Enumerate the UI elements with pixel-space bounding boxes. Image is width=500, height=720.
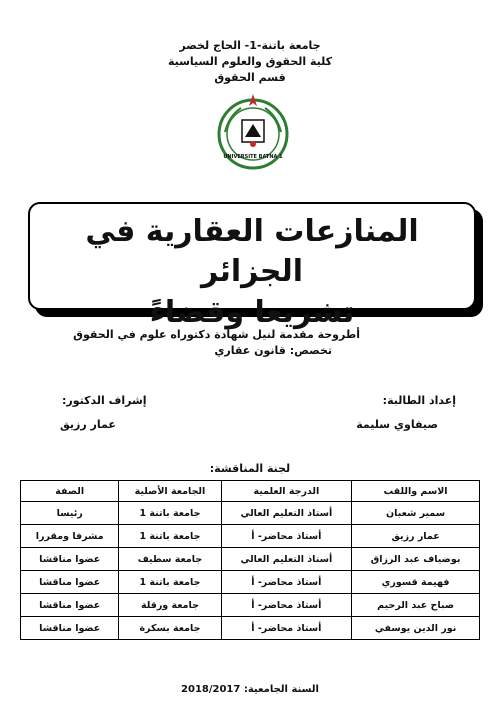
column-header: الدرجة العلمية	[221, 481, 352, 502]
table-row	[21, 594, 480, 617]
member-name: عمار رزيق	[352, 525, 480, 548]
column-header: الجامعة الأصلية	[119, 481, 221, 502]
svg-text:UNIVERSITE BATNA 1: UNIVERSITE BATNA 1	[223, 154, 283, 160]
student-label: إعداد الطالبة:	[382, 394, 456, 407]
thesis-title-box	[28, 202, 476, 330]
member-university: جامعة ورقلة	[119, 594, 221, 617]
department-name: قسم الحقوق	[214, 71, 286, 84]
member-role: عضوا مناقشا	[21, 571, 119, 594]
member-university: جامعة باتنة 1	[119, 571, 221, 594]
table-row	[21, 502, 480, 525]
institution-header	[0, 38, 500, 86]
member-rank: أستاذ محاضر- أ	[221, 571, 352, 594]
member-university: جامعة باتنة 1	[119, 525, 221, 548]
thesis-subtitle: أطروحة مقدمة لنيل شهادة دكتوراه علوم في الحقوق	[73, 328, 360, 341]
jury-table	[20, 480, 480, 640]
member-name: فهيمة قسوري	[352, 571, 480, 594]
table-row	[21, 548, 480, 571]
thesis-title-line-1: المنازعات العقارية في الجزائر	[85, 214, 419, 289]
student-name: صيفاوي سليمة	[356, 418, 438, 431]
table-row	[21, 571, 480, 594]
table-header-row	[21, 481, 480, 502]
thesis-title-line-2: تشريعا وقضاءً	[149, 295, 355, 330]
member-rank: أستاذ محاضر- أ	[221, 617, 352, 640]
member-name: نور الدين يوسفي	[352, 617, 480, 640]
member-name: بوضياف عبد الرزاق	[352, 548, 480, 571]
column-header: الصفة	[21, 481, 119, 502]
university-name: جامعة باتنة-1- الحاج لخضر	[179, 39, 321, 52]
member-role: عضوا مناقشا	[21, 617, 119, 640]
member-role: رئيسا	[21, 502, 119, 525]
member-rank: أستاذ التعليم العالي	[221, 502, 352, 525]
member-role: مشرفا ومقررا	[21, 525, 119, 548]
member-name: سمير شعبان	[352, 502, 480, 525]
member-role: عضوا مناقشا	[21, 548, 119, 571]
member-rank: أستاذ محاضر- أ	[221, 594, 352, 617]
member-rank: أستاذ التعليم العالي	[221, 548, 352, 571]
member-university: جامعة باتنة 1	[119, 502, 221, 525]
column-header: الاسم واللقب	[352, 481, 480, 502]
member-name: صباح عبد الرحيم	[352, 594, 480, 617]
speciality: تخصص: قانون عقاري	[214, 344, 332, 357]
academic-year: السنة الجامعية: 2018/2017	[181, 684, 319, 695]
member-university: جامعة سطيف	[119, 548, 221, 571]
committee-label: لجنة المناقشة:	[209, 462, 291, 475]
table-row	[21, 617, 480, 640]
faculty-name: كلية الحقوق والعلوم السياسية	[167, 55, 333, 68]
member-role: عضوا مناقشا	[21, 594, 119, 617]
university-emblem-icon	[213, 92, 293, 172]
member-university: جامعة بسكرة	[119, 617, 221, 640]
supervisor-label: إشراف الدكتور:	[62, 394, 147, 407]
table-row	[21, 525, 480, 548]
member-rank: أستاذ محاضر- أ	[221, 525, 352, 548]
supervisor-name: عمار رزيق	[60, 418, 116, 431]
